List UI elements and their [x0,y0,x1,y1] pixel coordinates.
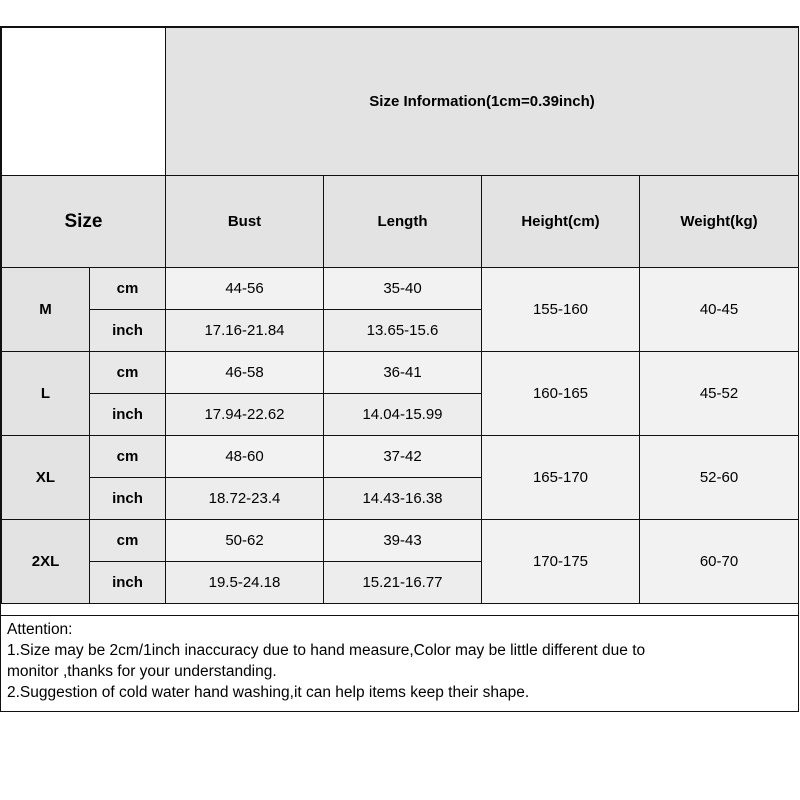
row-weight: 40-45 [640,268,799,352]
row-unit-inch: inch [90,310,166,352]
attention-line-1: 1.Size may be 2cm/1inch inaccuracy due to hand measure,Color may be little different due to [7,642,646,659]
attention-notes [1,615,798,711]
row-length-cm: 37-42 [324,436,482,478]
row-size-label: L [2,352,90,436]
row-unit-cm: cm [90,268,166,310]
row-bust-cm: 50-62 [166,520,324,562]
row-height: 155-160 [482,268,640,352]
row-bust-cm: 48-60 [166,436,324,478]
row-length-inch: 14.04-15.99 [324,394,482,436]
size-information-table [1,27,799,604]
row-unit-inch: inch [90,562,166,604]
row-height: 165-170 [482,436,640,520]
row-unit-cm: cm [90,352,166,394]
header-height: Height(cm) [482,176,640,268]
row-size-label: M [2,268,90,352]
row-bust-inch: 17.16-21.84 [166,310,324,352]
row-size-label: 2XL [2,520,90,604]
row-unit-inch: inch [90,394,166,436]
attention-heading: Attention: [7,621,73,638]
row-bust-cm: 44-56 [166,268,324,310]
row-weight: 60-70 [640,520,799,604]
size-information-title: Size Information(1cm=0.39inch) [166,28,799,176]
row-length-cm: 35-40 [324,268,482,310]
row-length-inch: 14.43-16.38 [324,478,482,520]
attention-line-3: 2.Suggestion of cold water hand washing,it can help items keep their shape. [7,684,530,701]
size-chart-sheet [0,26,799,712]
header-weight: Weight(kg) [640,176,799,268]
header-bust: Bust [166,176,324,268]
row-weight: 52-60 [640,436,799,520]
product-photo [2,28,166,176]
row-bust-inch: 17.94-22.62 [166,394,324,436]
row-length-cm: 36-41 [324,352,482,394]
row-length-cm: 39-43 [324,520,482,562]
row-weight: 45-52 [640,352,799,436]
attention-line-2: monitor ,thanks for your understanding. [7,663,277,680]
row-height: 170-175 [482,520,640,604]
row-length-inch: 13.65-15.6 [324,310,482,352]
row-bust-inch: 19.5-24.18 [166,562,324,604]
row-size-label: XL [2,436,90,520]
row-bust-inch: 18.72-23.4 [166,478,324,520]
row-unit-cm: cm [90,436,166,478]
row-height: 160-165 [482,352,640,436]
header-length: Length [324,176,482,268]
row-length-inch: 15.21-16.77 [324,562,482,604]
row-unit-cm: cm [90,520,166,562]
row-unit-inch: inch [90,478,166,520]
header-size: Size [2,176,166,268]
row-bust-cm: 46-58 [166,352,324,394]
